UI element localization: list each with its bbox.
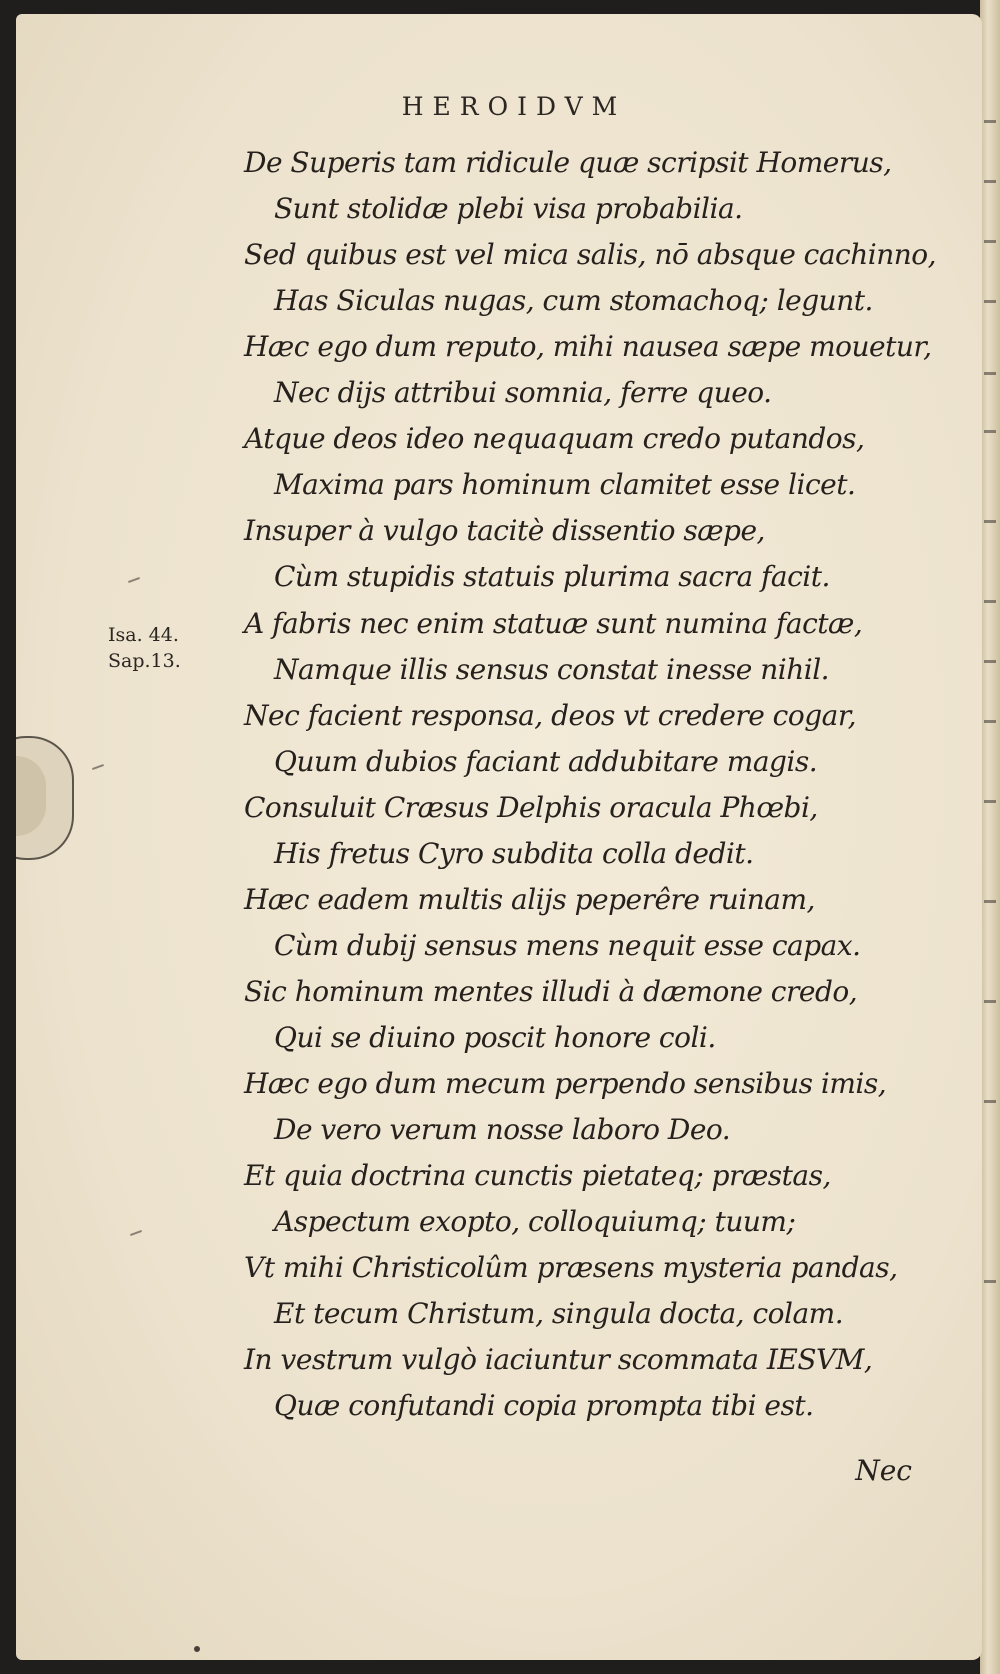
verse-line: Has Siculas nugas, cum stomachoq; legunt. [274,284,873,317]
verse-line: Sed quibus est vel mica salis, nō absque cachinno, [244,238,937,271]
verse-line: Et tecum Christum, singula docta, colam. [274,1297,844,1330]
adjacent-page-edge [980,0,1000,1674]
stray-mark [130,1230,142,1236]
stray-mark [128,577,140,583]
verse-line: Cùm dubij sensus mens nequit esse capax. [274,929,861,962]
verse-line: Et quia doctrina cunctis pietateq; præstas, [244,1159,831,1192]
marginal-note [108,622,181,674]
verse-line: Cùm stupidis statuis plurima sacra facit. [274,560,830,593]
verse-line: Hæc ego dum mecum perpendo sensibus imis, [244,1067,887,1100]
verse-line: Hæc eadem multis alijs peperêre ruinam, [244,883,815,916]
verse-line: Hæc ego dum reputo, mihi nausea sæpe mouetur, [244,330,932,363]
catchword: Nec [855,1454,912,1487]
verse-line: Consuluit Cræsus Delphis oracula Phœbi, [244,791,818,824]
verse-line: Aspectum exopto, colloquiumq; tuum; [274,1205,796,1238]
verse-line: Maxima pars hominum clamitet esse licet. [274,468,856,501]
verse-line: Sunt stolidæ plebi visa probabilia. [274,192,743,225]
verse-line: Atque deos ideo nequaquam credo putandos, [244,422,865,455]
verse-line: Nec dijs attribui somnia, ferre queo. [274,376,772,409]
running-head: HEROIDVM [401,92,627,121]
verse-line: Qui se diuino poscit honore coli. [274,1021,716,1054]
marginal-note-sapientia: Sap.13. [108,650,181,672]
stray-mark [92,764,104,770]
verse-line: De vero verum nosse laboro Deo. [274,1113,731,1146]
verse-line: Namque illis sensus constat inesse nihil. [274,653,830,686]
ink-spot [194,1646,200,1652]
verse-line: De Superis tam ridicule quæ scripsit Homerus, [244,146,892,179]
verse-line: A fabris nec enim statuæ sunt numina factæ, [244,607,863,640]
marginal-note-isaiah: Isa. 44. [108,624,179,646]
verse-line: Nec facient responsa, deos vt credere cogar, [244,699,857,732]
verse-line: Quum dubios faciant addubitare magis. [274,745,818,778]
verse-line: His fretus Cyro subdita colla dedit. [274,837,754,870]
verse-line: Vt mihi Christicolûm præsens mysteria pandas, [244,1251,898,1284]
verse-line: In vestrum vulgò iaciuntur scommata IESVM, [244,1343,873,1376]
verse-line: Sic hominum mentes illudi à dæmone credo, [244,975,858,1008]
book-page [16,14,982,1660]
verse-line: Insuper à vulgo tacitè dissentio sæpe, [244,514,765,547]
verse-line: Quæ confutandi copia prompta tibi est. [274,1389,814,1422]
